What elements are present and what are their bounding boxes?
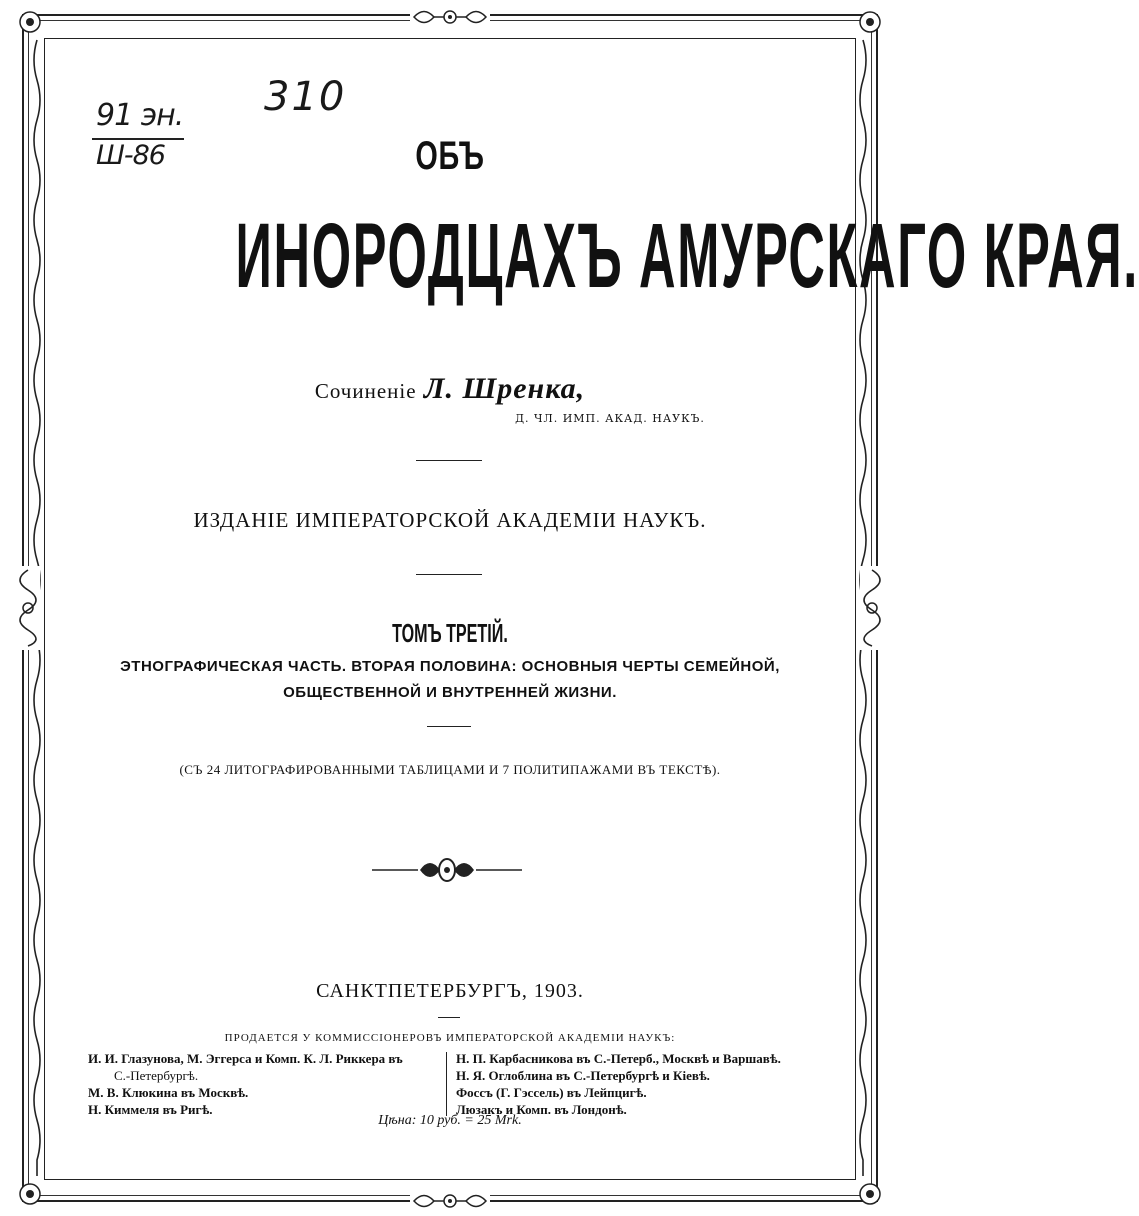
author-line <box>60 372 840 406</box>
top-flourish-ornament <box>410 4 490 30</box>
main-title: ИНОРОДЦАХЪ АМУРСКАГО КРАЯ. <box>235 205 1139 307</box>
handwritten-shelf-mark-bottom: Ш-86 <box>96 140 165 171</box>
separator-rule <box>427 726 471 727</box>
separator-rule <box>416 574 482 575</box>
sellers-left-column <box>88 1050 440 1118</box>
corner-ornament-bottom-left <box>12 1176 48 1212</box>
illustrations-note: (СЪ 24 ЛИТОГРАФИРОВАННЫМИ ТАБЛИЦАМИ И 7 ПОЛИТИПАЖАМИ ВЪ ТЕКСТѢ). <box>179 762 721 777</box>
edition-statement: ИЗДАНІЕ ИМПЕРАТОРСКОЙ АКАДЕМІИ НАУКЪ. <box>193 508 707 532</box>
price: Цѣна: 10 руб. = 25 Mrk. <box>378 1113 522 1128</box>
volume-title: ТОМЪ ТРЕТІЙ. <box>392 618 508 648</box>
seller-entry: М. В. Клюкина въ Москвѣ. <box>88 1085 249 1100</box>
seller-entry: Н. Я. Оглоблина въ С.-Петербургѣ и Кіевѣ. <box>456 1068 710 1083</box>
corner-ornament-top-left <box>12 4 48 40</box>
sellers-right-column <box>456 1050 836 1118</box>
right-side-flourish-ornament <box>852 566 892 650</box>
author-prefix: Сочиненіе <box>314 379 417 403</box>
central-fleuron-ornament <box>372 852 522 888</box>
separator-rule <box>438 1017 460 1018</box>
seller-entry: Фоссъ (Г. Гэссель) въ Лейпцигѣ. <box>456 1085 647 1100</box>
seller-entry: Н. Киммеля въ Ригѣ. <box>88 1102 213 1117</box>
corner-ornament-top-right <box>852 4 888 40</box>
volume-part-description: ЭТНОГРАФИЧЕСКАЯ ЧАСТЬ. ВТОРАЯ ПОЛОВИНА: ОСНОВНЫЯ ЧЕРТЫ СЕМЕЙНОЙ, ОБЩЕСТВЕННОЙ И ВНУТРЕННЕЙ ЖИЗНИ. <box>120 658 780 701</box>
sellers-column-divider <box>446 1052 447 1116</box>
sold-by-heading: ПРОДАЕТСЯ У КОММИССІОНЕРОВЪ ИМПЕРАТОРСКОЙ АКАДЕМІИ НАУКЪ: <box>224 1032 676 1044</box>
left-side-flourish-ornament <box>8 566 48 650</box>
city-and-year: САНКТПЕТЕРБУРГЪ, 1903. <box>316 980 584 1002</box>
seller-entry: И. И. Глазунова, М. Эггерса и Комп. К. Л. Риккера въ <box>88 1051 403 1066</box>
separator-rule <box>416 460 482 461</box>
corner-ornament-bottom-right <box>852 1176 888 1212</box>
seller-entry: С.-Петербургѣ. <box>114 1068 199 1083</box>
author-name: Л. Шренка, <box>423 372 586 405</box>
bottom-flourish-ornament <box>410 1188 490 1214</box>
author-credentials: Д. ЧЛ. ИМП. АКАД. НАУКЪ. <box>515 412 705 425</box>
title-prefix: ОБЪ <box>415 134 485 178</box>
seller-entry: Н. П. Карбасникова въ С.-Петерб., Москвѣ и Варшавѣ. <box>456 1051 781 1066</box>
handwritten-shelf-mark-top: 91 эн. <box>96 98 184 133</box>
handwritten-number: 310 <box>264 74 347 120</box>
seller-entry: Люзакъ и Комп. въ Лондонѣ. <box>456 1102 627 1117</box>
